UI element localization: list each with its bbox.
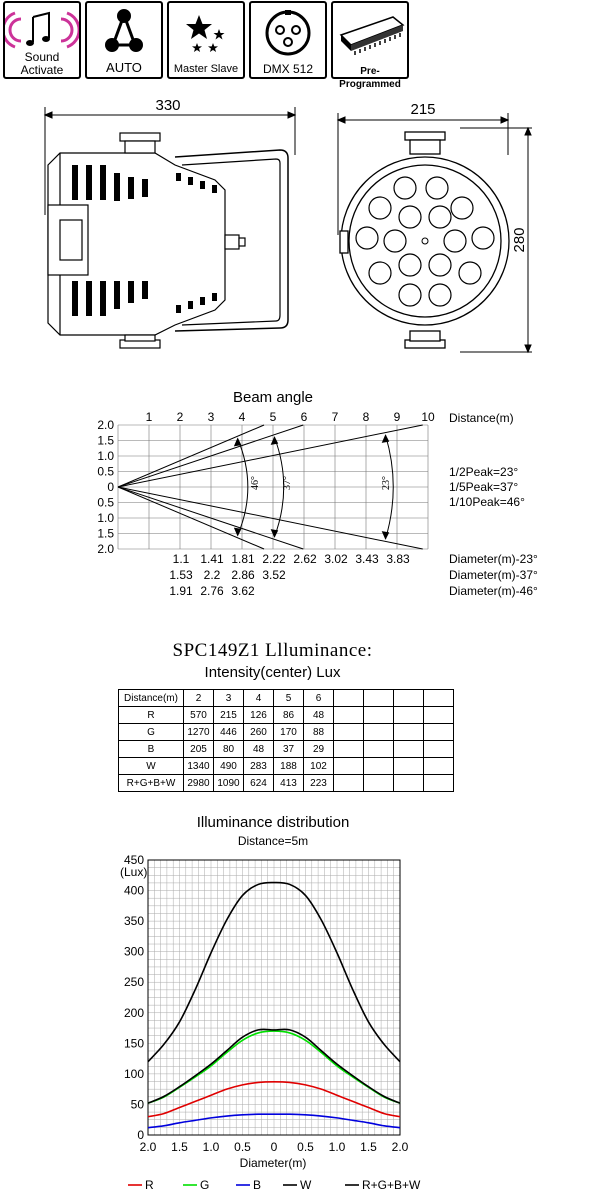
legend-label: W bbox=[300, 1178, 312, 1192]
table-cell: 490 bbox=[214, 758, 244, 775]
y-tick-label: 100 bbox=[123, 1066, 144, 1081]
table-cell: 1090 bbox=[214, 775, 244, 792]
diameter-value: 2.2 bbox=[203, 568, 221, 582]
diameter-value: 1.91 bbox=[169, 584, 193, 598]
diameter-row-label: Diameter(m)-23° bbox=[449, 552, 538, 566]
table-cell bbox=[394, 690, 424, 707]
diameter-value: 3.02 bbox=[324, 552, 348, 566]
badge-dmx bbox=[249, 1, 327, 79]
table-cell bbox=[364, 690, 394, 707]
table-cell bbox=[424, 724, 454, 741]
chip-icon bbox=[333, 5, 407, 63]
distance-tick: 5 bbox=[269, 410, 277, 424]
table-cell bbox=[394, 758, 424, 775]
table-row bbox=[119, 741, 454, 758]
diameter-value: 3.83 bbox=[386, 552, 410, 566]
y-tick-label: 250 bbox=[123, 975, 144, 990]
diameter-value: 2.76 bbox=[200, 584, 224, 598]
table-cell bbox=[424, 758, 454, 775]
diameter-value: 3.43 bbox=[355, 552, 379, 566]
badge-master-slave bbox=[167, 1, 245, 79]
x-tick-label: 1.0 bbox=[202, 1140, 220, 1154]
arc-arrowhead bbox=[383, 435, 389, 442]
table-cell: 1340 bbox=[184, 758, 214, 775]
dimension-depth: 215 bbox=[410, 101, 436, 118]
table-cell: 2980 bbox=[184, 775, 214, 792]
y-tick-label: 200 bbox=[123, 1005, 144, 1020]
angle-label: 46° bbox=[250, 476, 261, 490]
fixture-dimension-drawing bbox=[0, 95, 600, 375]
table-row bbox=[119, 724, 454, 741]
offset-tick: 1.0 bbox=[97, 511, 114, 525]
table-cell: 413 bbox=[274, 775, 304, 792]
offset-tick: 1.0 bbox=[97, 449, 114, 463]
diameter-row-label: Diameter(m)-37° bbox=[449, 568, 538, 582]
distance-tick: 10 bbox=[421, 410, 435, 424]
table-cell bbox=[394, 775, 424, 792]
distance-tick: 2 bbox=[176, 410, 184, 424]
y-tick-label: 350 bbox=[123, 914, 144, 929]
row-label-cell: W bbox=[119, 758, 184, 775]
table-cell: 570 bbox=[184, 707, 214, 724]
offset-tick: 0.5 bbox=[97, 495, 114, 510]
legend-label: R+G+B+W bbox=[362, 1178, 421, 1192]
table-cell: 126 bbox=[244, 707, 274, 724]
table-cell bbox=[334, 724, 364, 741]
peak-label: 1/5Peak=37° bbox=[449, 480, 519, 494]
table-cell bbox=[394, 707, 424, 724]
legend-label: B bbox=[253, 1178, 262, 1192]
beam-angle-diagram bbox=[0, 385, 600, 600]
angle-label: 23° bbox=[381, 476, 392, 490]
table-cell: 48 bbox=[244, 741, 274, 758]
table-cell bbox=[334, 690, 364, 707]
table-cell: 102 bbox=[304, 758, 334, 775]
illuminance-table bbox=[118, 689, 454, 792]
table-cell: 37 bbox=[274, 741, 304, 758]
table-cell bbox=[394, 724, 424, 741]
row-label-cell: R bbox=[119, 707, 184, 724]
table-cell: 170 bbox=[274, 724, 304, 741]
table-cell: 6 bbox=[304, 690, 334, 707]
table-cell bbox=[364, 724, 394, 741]
x-tick-label: 0 bbox=[270, 1140, 278, 1154]
diameter-value: 3.62 bbox=[231, 584, 255, 598]
arc-arrowhead bbox=[383, 532, 389, 539]
badge-label: Pre-Programmed bbox=[339, 66, 401, 90]
x-tick-label: 0.5 bbox=[234, 1140, 251, 1154]
table-cell bbox=[424, 741, 454, 758]
y-tick-label: 400 bbox=[123, 883, 144, 898]
table-cell: 205 bbox=[184, 741, 214, 758]
x-tick-label: 1.5 bbox=[360, 1140, 377, 1154]
badge-label: Sound Activate bbox=[20, 50, 64, 77]
offset-tick: 0.5 bbox=[97, 464, 114, 479]
table-cell bbox=[364, 758, 394, 775]
legend-label: R bbox=[145, 1178, 154, 1192]
table-cell bbox=[334, 741, 364, 758]
table-cell: 86 bbox=[274, 707, 304, 724]
y-axis-label: (Lux) bbox=[120, 865, 148, 879]
distance-tick: 7 bbox=[331, 410, 339, 424]
offset-tick: 1.5 bbox=[97, 526, 114, 541]
x-tick-label: 1.5 bbox=[171, 1140, 188, 1154]
table-cell: 80 bbox=[214, 741, 244, 758]
table-cell bbox=[394, 741, 424, 758]
music-notes-icon bbox=[5, 5, 79, 55]
offset-tick: 2.0 bbox=[97, 542, 114, 556]
arc-arrowhead bbox=[235, 528, 241, 535]
diameter-value: 1.53 bbox=[169, 568, 193, 582]
table-cell: 5 bbox=[274, 690, 304, 707]
x-tick-label: 2.0 bbox=[391, 1140, 409, 1154]
badge-label: Master Slave bbox=[173, 63, 239, 75]
table-cell: 215 bbox=[214, 707, 244, 724]
badge-pre-programmed bbox=[331, 1, 409, 90]
row-label-cell: Distance(m) bbox=[119, 690, 184, 707]
distance-tick: 8 bbox=[362, 410, 370, 424]
table-cell bbox=[364, 775, 394, 792]
table-cell bbox=[424, 690, 454, 707]
peak-label: 1/10Peak=46° bbox=[449, 495, 525, 509]
x-tick-label: 0.5 bbox=[297, 1140, 314, 1154]
stars-icon bbox=[169, 5, 243, 61]
y-tick-label: 300 bbox=[123, 944, 144, 959]
arc-arrowhead bbox=[235, 439, 241, 446]
table-cell bbox=[334, 707, 364, 724]
diameter-value: 1.1 bbox=[172, 552, 190, 566]
table-row bbox=[119, 707, 454, 724]
table-cell bbox=[424, 775, 454, 792]
chart-title: Illuminance distribution bbox=[196, 814, 350, 831]
table-cell: 2 bbox=[184, 690, 214, 707]
row-label-cell: R+G+B+W bbox=[119, 775, 184, 792]
distance-tick: 4 bbox=[238, 410, 246, 424]
table-cell bbox=[424, 707, 454, 724]
beam-distance-label: Distance(m) bbox=[449, 411, 514, 425]
diameter-row-label: Diameter(m)-46° bbox=[449, 584, 538, 598]
table-cell: 260 bbox=[244, 724, 274, 741]
y-tick-label: 50 bbox=[130, 1097, 144, 1112]
table-cell: 624 bbox=[244, 775, 274, 792]
distance-tick: 6 bbox=[300, 410, 308, 424]
distance-tick: 3 bbox=[207, 410, 215, 424]
table-cell: 48 bbox=[304, 707, 334, 724]
illuminance-subtitle: Intensity(center) Lux bbox=[204, 664, 341, 681]
table-cell bbox=[334, 775, 364, 792]
table-cell: 446 bbox=[214, 724, 244, 741]
table-cell: 88 bbox=[304, 724, 334, 741]
angle-label: 37° bbox=[282, 476, 293, 490]
diameter-value: 1.81 bbox=[231, 552, 255, 566]
row-label-cell: G bbox=[119, 724, 184, 741]
badge-auto bbox=[85, 1, 163, 79]
table-cell: 283 bbox=[244, 758, 274, 775]
table-cell: 3 bbox=[214, 690, 244, 707]
badge-label: AUTO bbox=[106, 60, 142, 75]
peak-label: 1/2Peak=23° bbox=[449, 465, 519, 479]
distance-tick: 1 bbox=[145, 410, 153, 424]
table-cell bbox=[364, 707, 394, 724]
chart-subtitle: Distance=5m bbox=[237, 834, 309, 848]
x-tick-label: 1.0 bbox=[328, 1140, 346, 1154]
table-cell bbox=[334, 758, 364, 775]
xlr-connector-icon bbox=[251, 5, 325, 61]
diameter-value: 2.22 bbox=[262, 552, 286, 566]
legend-label: G bbox=[200, 1178, 210, 1192]
beam-title: Beam angle bbox=[232, 389, 314, 406]
table-cell bbox=[364, 741, 394, 758]
illuminance-distribution-chart bbox=[0, 805, 600, 1200]
offset-tick: 1.5 bbox=[97, 433, 114, 448]
table-cell: 188 bbox=[274, 758, 304, 775]
row-label-cell: B bbox=[119, 741, 184, 758]
y-tick-label: 450 bbox=[123, 853, 144, 867]
table-cell: 223 bbox=[304, 775, 334, 792]
offset-tick: 2.0 bbox=[97, 418, 114, 432]
table-row bbox=[119, 758, 454, 775]
table-cell: 4 bbox=[244, 690, 274, 707]
x-axis-label: Diameter(m) bbox=[239, 1156, 307, 1170]
dimension-width: 330 bbox=[155, 97, 181, 114]
table-cell: 1270 bbox=[184, 724, 214, 741]
triangle-nodes-icon bbox=[87, 5, 161, 61]
dimension-height: 280 bbox=[511, 227, 528, 253]
badge-sound-activate bbox=[3, 1, 81, 79]
offset-tick: 0 bbox=[107, 480, 114, 494]
illuminance-title: SPC149Z1 Llluminance: bbox=[172, 640, 373, 661]
distance-tick: 9 bbox=[393, 410, 401, 424]
y-tick-label: 0 bbox=[137, 1128, 144, 1142]
table-header-row bbox=[119, 690, 454, 707]
diameter-value: 2.86 bbox=[231, 568, 255, 582]
diameter-value: 2.62 bbox=[293, 552, 317, 566]
table-cell: 29 bbox=[304, 741, 334, 758]
diameter-value: 1.41 bbox=[200, 552, 224, 566]
diameter-value: 3.52 bbox=[262, 568, 286, 582]
table-row bbox=[119, 775, 454, 792]
y-tick-label: 150 bbox=[123, 1036, 144, 1051]
x-tick-label: 2.0 bbox=[139, 1140, 157, 1154]
badge-label: DMX 512 bbox=[262, 62, 314, 76]
